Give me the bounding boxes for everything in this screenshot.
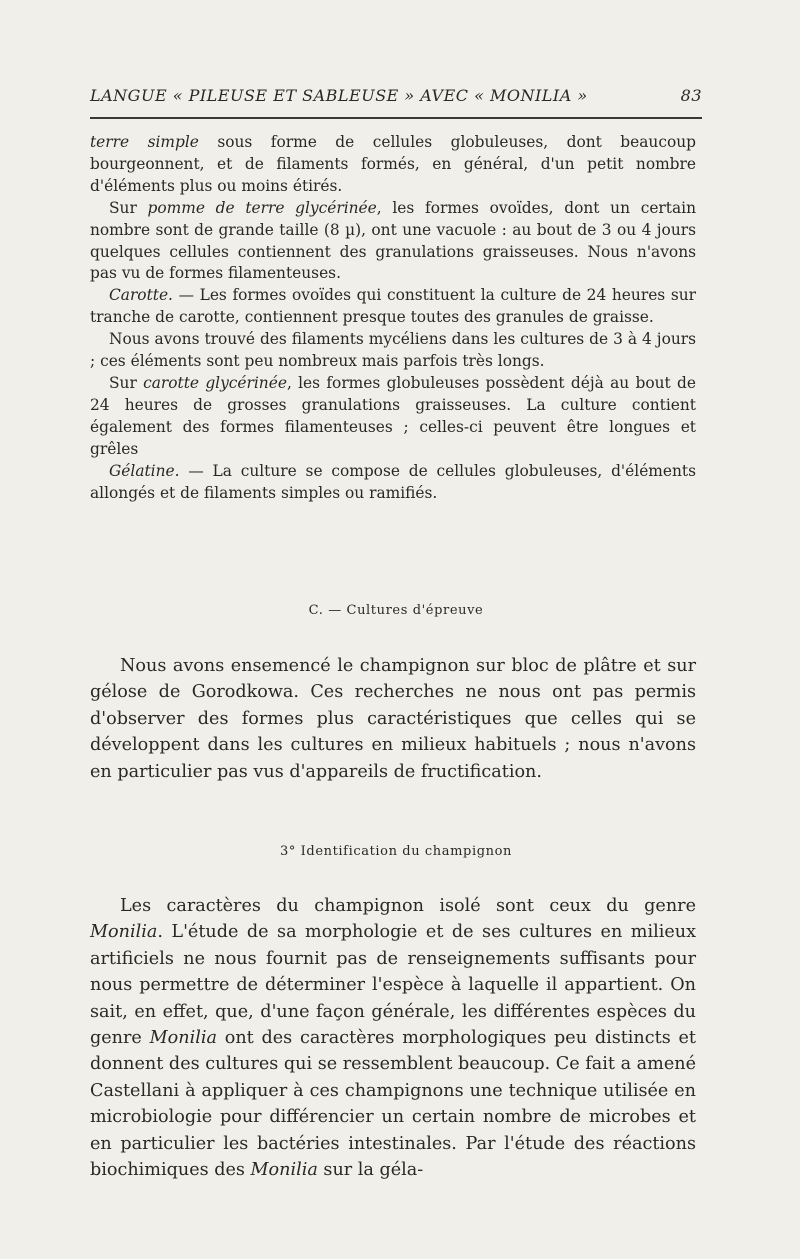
italic-term: Gélatine. — [109, 461, 180, 480]
italic-term: pomme de terre glycérinée — [147, 198, 377, 217]
italic-genus: Monilia — [149, 1028, 217, 1049]
paragraph-terre-simple: terre simple sous forme de cellules globuleuses, dont beaucoup bourgeonnent, et de filaments formés, en général, d'un petit nombre d'éléments plus ou moins étirés. — [90, 133, 696, 195]
culture-media-section — [90, 132, 696, 504]
header-rule — [90, 117, 702, 119]
running-header — [90, 86, 702, 105]
paragraph-carotte-glycerinee: Sur carotte glycérinée, les formes globuleuses possèdent déjà au bout de 24 heures de grosses granulations graisseuses. La culture contient également des formes filamenteuses ; celles-ci peuvent être longues et grêles — [90, 373, 696, 458]
running-title: LANGUE « PILEUSE ET SABLEUSE » AVEC « MONILIA » — [90, 86, 588, 105]
cultures-epreuve-section — [90, 653, 696, 785]
heading-cultures-epreuve: C. — Cultures d'épreuve — [308, 603, 484, 618]
paragraph-gelatine: Gélatine. — La culture se compose de cellules globuleuses, d'éléments allongés et de filaments simples ou ramifiés. — [90, 461, 696, 502]
heading-identification: 3° Identification du champignon — [279, 844, 513, 859]
paragraph-filaments: Nous avons trouvé des filaments mycéliens dans les cultures de 3 à 4 jours ; ces éléments sont peu nombreux mais parfois très longs. — [90, 330, 696, 371]
paragraph-cultures-epreuve: Nous avons ensemencé le champignon sur bloc de plâtre et sur gélose de Gorodkowa. Ces recherches ne nous ont pas permis d'observer des formes plus caractéristiques que celles qui se développent dans les cultures en milieux habituels ; nous n'avons en particulier pas vus d'appareils de fructification. — [90, 656, 696, 782]
italic-term: terre simple — [90, 133, 199, 151]
italic-term: carotte glycérinée — [143, 373, 287, 392]
page-number: 83 — [680, 86, 702, 105]
paragraph-pomme-de-terre: Sur pomme de terre glycérinée, les formes ovoïdes, dont un certain nombre sont de grande taille (8 µ), ont une vacuole : au bout de 3 ou 4 jours quelques cellules contiennent des granulations graisseuses. Nous n'avons pas vu de formes filamenteuses. — [90, 198, 696, 283]
italic-genus: Monilia — [250, 1160, 318, 1181]
italic-genus: Monilia — [90, 922, 158, 943]
paragraph-carotte: Carotte. — Les formes ovoïdes qui constituent la culture de 24 heures sur tranche de carotte, contiennent presque toutes des granules de graisse. — [90, 286, 696, 327]
identification-section — [90, 893, 696, 1183]
paragraph-identification: Les caractères du champignon isolé sont ceux du genre Monilia. L'étude de sa morphologie et de ses cultures en milieux artificiels ne nous fournit pas de renseignements suffisants pour nous permettre de déterminer l'espèce à laquelle il appartient. On sait, en effet, que, d'une façon générale, les différentes espèces du genre Monilia ont des caractères morphologiques peu distincts et donnent des cultures qui se ressemblent beaucoup. Ce fait a amené Castellani à appliquer à ces champignons une technique utilisée en microbiologie pour différencier un certain nombre de microbes et en particulier les bactéries intestinales. Par l'étude des réactions biochimiques des Monilia sur la géla- — [90, 896, 696, 1181]
italic-term: Carotte. — [109, 286, 173, 305]
